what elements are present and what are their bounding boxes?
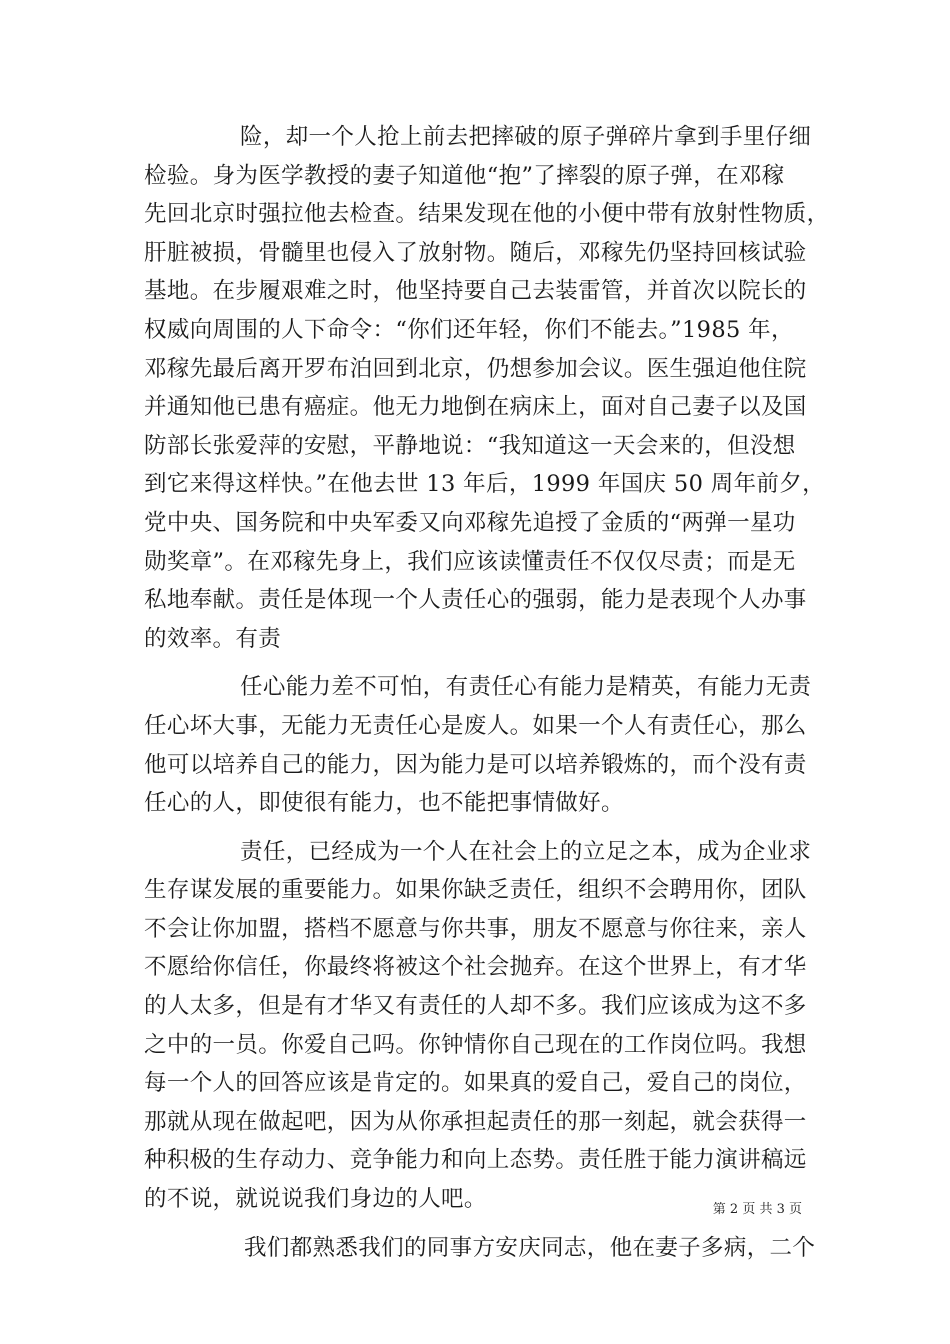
text-line: 不会让你加盟，搭档不愿意与你共事，朋友不愿意与你往来，亲人 bbox=[144, 915, 807, 942]
text-line: 任心能力差不可怕，有责任心有能力是精英，有能力无责 bbox=[240, 674, 812, 701]
text-line: 不愿给你信任，你最终将被这个社会抛弃。在这个世界上，有才华 bbox=[144, 954, 807, 981]
text-line: 任心坏大事，无能力无责任心是废人。如果一个人有责任心，那么 bbox=[144, 712, 807, 739]
text-line: 邓稼先最后离开罗布泊回到北京，仍想参加会议。医生强迫他住院 bbox=[144, 355, 807, 382]
text-line: 并通知他已患有癌症。他无力地倒在病床上，面对自己妻子以及国 bbox=[144, 394, 807, 421]
text-line: 防部长张爱萍的安慰，平静地说：“我知道这一天会来的，但没想 bbox=[144, 432, 796, 459]
text-line: 的效率。有责 bbox=[144, 625, 282, 652]
text-line: 那就从现在做起吧，因为从你承担起责任的那一刻起，就会获得一 bbox=[144, 1108, 807, 1135]
paragraph-gap bbox=[144, 823, 814, 833]
text-line: 权威向周围的人下命令：“你们还年轻，你们不能去。”1985 年， bbox=[144, 316, 794, 343]
text-line: 每一个人的回答应该是肯定的。如果真的爱自己，爱自己的岗位， bbox=[144, 1070, 807, 1097]
text-line: 责任，已经成为一个人在社会上的立足之本，成为企业求 bbox=[240, 838, 812, 865]
text-line: 种积极的生存动力、竞争能力和向上态势。责任胜于能力演讲稿远 bbox=[144, 1147, 807, 1174]
text-line: 险，却一个人抢上前去把摔破的原子弹碎片拿到手里仔细 bbox=[240, 124, 812, 150]
paragraph bbox=[144, 668, 814, 822]
text-line: 党中央、国务院和中央军委又向邓稼先追授了金质的“两弹一星功 bbox=[144, 509, 796, 536]
text-line: 基地。在步履艰难之时，他坚持要自己去装雷管，并首次以院长的 bbox=[144, 278, 807, 305]
text-line: 私地奉献。责任是体现一个人责任心的强弱，能力是表现个人办事 bbox=[144, 587, 807, 614]
paragraph-gap bbox=[144, 658, 814, 668]
text-line: 检验。身为医学教授的妻子知道他“抱”了摔裂的原子弹，在邓稼 bbox=[144, 162, 785, 189]
page-number-footer: 第 2 页 共 3 页 bbox=[712, 1202, 802, 1217]
paragraph bbox=[144, 833, 814, 1219]
text-line: 到它来得这样快。”在他去世 13 年后，1999 年国庆 50 周年前夕， bbox=[144, 471, 825, 498]
text-line: 他可以培养自己的能力，因为能力是可以培养锻炼的，而个没有责 bbox=[144, 751, 807, 778]
document-body bbox=[144, 118, 830, 1267]
text-line: 任心的人，即使很有能力，也不能把事情做好。 bbox=[144, 790, 624, 817]
text-line: 勋奖章”。在邓稼先身上，我们应该读懂责任不仅仅尽责；而是无 bbox=[144, 548, 796, 575]
text-line: 的不说，就说说我们身边的人吧。 bbox=[144, 1186, 487, 1213]
text-line: 之中的一员。你爱自己吗。你钟情你自己现在的工作岗位吗。我想 bbox=[144, 1031, 807, 1058]
paragraph-gap bbox=[144, 1219, 814, 1229]
text-line: 先回北京时强拉他去检查。结果发现在他的小便中带有放射性物质， bbox=[144, 201, 830, 228]
text-line: 生存谋发展的重要能力。如果你缺乏责任，组织不会聘用你，团队 bbox=[144, 877, 807, 904]
paragraph bbox=[144, 118, 830, 658]
text-line: 肝脏被损，骨髓里也侵入了放射物。随后，邓稼先仍坚持回核试验 bbox=[144, 239, 807, 266]
text-line: 我们都熟悉我们的同事方安庆同志，他在妻子多病，二个 bbox=[244, 1234, 816, 1261]
text-line: 的人太多，但是有才华又有责任的人却不多。我们应该成为这不多 bbox=[144, 993, 807, 1020]
paragraph bbox=[144, 1229, 814, 1268]
